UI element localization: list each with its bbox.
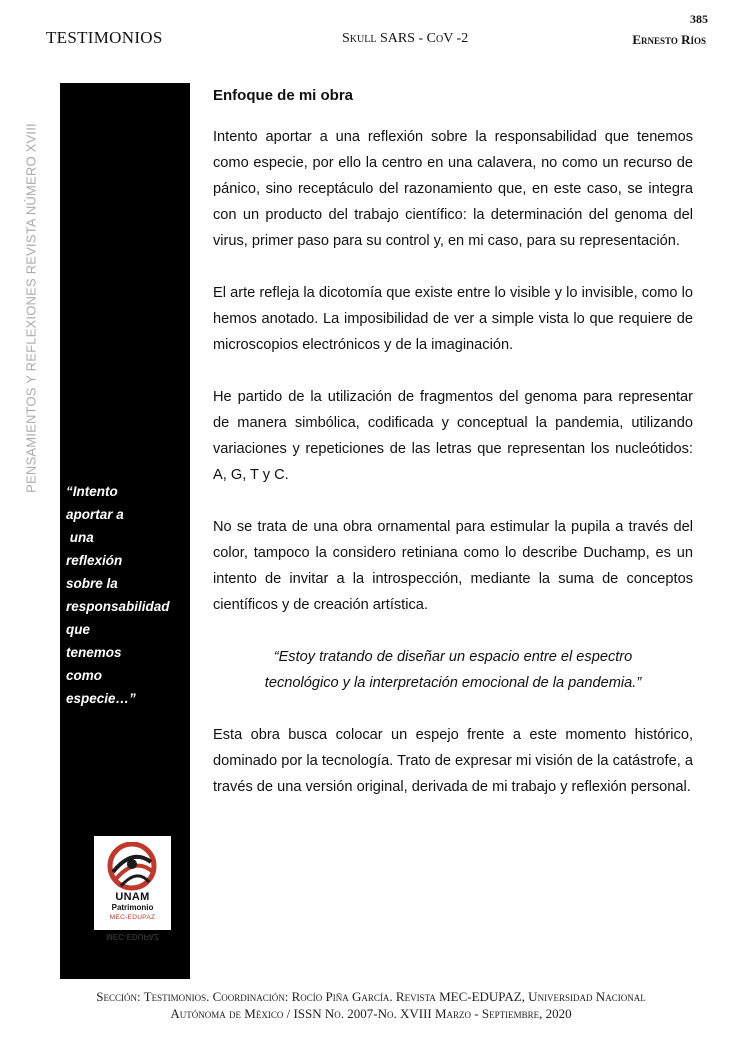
footer-citation	[0, 988, 742, 1022]
body-paragraph: El arte refleja la dicotomía que existe entre lo visible y lo invisible, como lo hemos anotado. La imposibilidad de ver a simple vista lo que requiere de microscopios electrónicos y de la imaginación.	[213, 285, 693, 353]
article-body	[213, 86, 693, 826]
logo-patrimonio-text: Patrimonio	[111, 903, 154, 912]
logo-reflection-text: MEC-EDUPAZ	[106, 932, 159, 941]
pull-quote-line: sobre la	[66, 576, 118, 591]
unam-spiral-icon	[105, 842, 160, 892]
block-quote	[213, 644, 693, 696]
body-paragraph: Intento aportar a una reflexión sobre la responsabilidad que tenemos como especie, por ello la centro en una calavera, no como un recurso de pánico, sino receptáculo del razonamiento que, en este caso, se integra con un producto del trabajo científico: la determinación del genoma del virus, primer paso para su control y, en mi caso, para su representación.	[213, 129, 693, 249]
pull-quote-line: “Intento	[66, 484, 118, 499]
unam-logo	[94, 836, 171, 930]
article-title-header: Skull SARS - CoV -2	[342, 31, 469, 46]
section-title: Enfoque de mi obra	[213, 87, 354, 104]
pull-quote-line: que	[66, 622, 91, 637]
pull-quote	[66, 480, 188, 710]
logo-unam-text: UNAM	[115, 891, 150, 903]
logo-reflection	[94, 932, 171, 972]
logo-mec-text: MEC-EDUPAZ	[109, 914, 156, 921]
body-paragraph: No se trata de una obra ornamental para estimular la pupila a través del color, tampoco la considero retiniana como lo describe Duchamp, es un intento de invitar a la introspección, mediante la suma de conceptos científicos y de creación artística.	[213, 519, 693, 613]
pull-quote-line: aportar a	[66, 507, 124, 522]
closing-paragraph: Esta obra busca colocar un espejo frente a este momento histórico, dominado por la tecnología. Trato de expresar mi visión de la catástrofe, a través de una versión original, derivada de mi trabajo y reflexión personal.	[213, 727, 693, 795]
footer-line-2: Autónoma de México / ISSN No. 2007-No. XVIII Marzo - Septiembre, 2020	[170, 1006, 572, 1021]
page-number: 385	[690, 12, 708, 26]
section-header: TESTIMONIOS	[46, 28, 163, 47]
pull-quote-line: una	[66, 530, 94, 545]
pull-quote-line: especie…”	[66, 691, 136, 706]
block-quote-line: tecnológico y la interpretación emocional de la pandemia.”	[264, 675, 642, 691]
body-paragraph: He partido de la utilización de fragmentos del genoma para representar de manera simbólica, codificada y conceptual la pandemia, utilizando variaciones y repeticiones de las letras que representan los nucleótidos: A, G, T y C.	[213, 389, 693, 483]
vertical-journal-text: PENSAMIENTOS Y REFLEXIONES REVISTA NÚMERO XVIII	[23, 123, 39, 493]
pull-quote-line: como	[66, 668, 103, 683]
vertical-journal-label	[22, 96, 40, 520]
pull-quote-line: responsabilidad	[66, 599, 170, 614]
pull-quote-line: reflexión	[66, 553, 123, 568]
block-quote-line: “Estoy tratando de diseñar un espacio entre el espectro	[273, 649, 633, 665]
pull-quote-line: tenemos	[66, 645, 122, 660]
author-header: Ernesto Ríos	[632, 32, 706, 47]
footer-line-1: Sección: Testimonios. Coordinación: Rocío Piña García. Revista MEC-EDUPAZ, Universidad Nacional	[96, 989, 646, 1004]
